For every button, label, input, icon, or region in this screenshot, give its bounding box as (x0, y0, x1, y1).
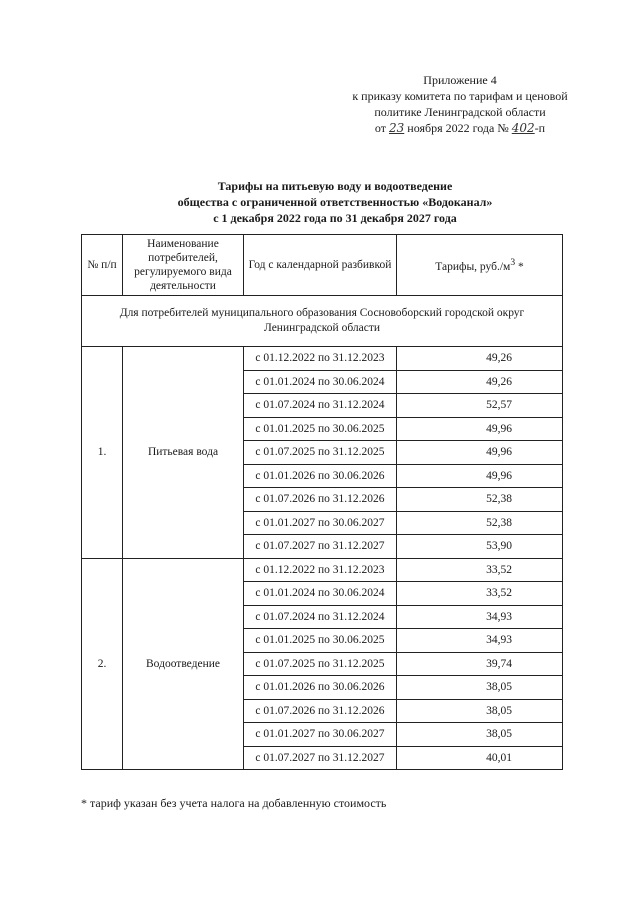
period-cell: с 01.12.2022 по 31.12.2023 (244, 347, 397, 371)
rate-value: 53,90 (486, 540, 512, 553)
rate-cell (397, 417, 563, 441)
table-header-row (82, 235, 563, 296)
rate-value: 39,74 (486, 657, 512, 670)
header-rate-star: * (515, 260, 524, 273)
footnote: * тариф указан без учета налога на добавленную стоимость (81, 796, 387, 810)
section-number: 1. (82, 347, 123, 559)
period-cell: с 01.01.2025 по 30.06.2025 (244, 417, 397, 441)
title-line-1: Тарифы на питьевую воду и водоотведение (217, 179, 453, 193)
appendix-header (340, 72, 580, 136)
date-prefix: от (374, 121, 386, 135)
period-cell: с 01.01.2026 по 30.06.2026 (244, 464, 397, 488)
title-line-2: общества с ограниченной ответственностью «Водоканал» (177, 195, 493, 209)
period-cell: с 01.07.2025 по 31.12.2025 (244, 652, 397, 676)
period-cell: с 01.07.2024 по 31.12.2024 (244, 394, 397, 418)
period-cell: с 01.07.2027 по 31.12.2027 (244, 746, 397, 770)
title-line-3: с 1 декабря 2022 года по 31 декабря 2027 года (213, 211, 457, 225)
period-cell: с 01.07.2025 по 31.12.2025 (244, 441, 397, 465)
rate-value: 52,38 (486, 493, 512, 506)
appendix-number: Приложение 4 (423, 73, 497, 87)
rate-value: 49,26 (486, 375, 512, 388)
rate-cell (397, 582, 563, 606)
rate-value: 38,05 (486, 728, 512, 741)
period-cell: с 01.01.2025 по 30.06.2025 (244, 629, 397, 653)
period-cell: с 01.01.2027 по 30.06.2027 (244, 723, 397, 747)
rate-cell (397, 464, 563, 488)
period-cell: с 01.07.2027 по 31.12.2027 (244, 535, 397, 559)
rate-value: 52,38 (486, 516, 512, 529)
header-rate (397, 235, 563, 296)
handwritten-order-number: 402 (511, 121, 535, 135)
section-number: 2. (82, 558, 123, 770)
section-name: Питьевая вода (123, 347, 244, 559)
rate-cell (397, 558, 563, 582)
header-rate-sup: 3 (510, 257, 516, 269)
rate-cell (397, 535, 563, 559)
rate-value: 33,52 (486, 563, 512, 576)
tariff-table (81, 234, 563, 770)
rate-cell (397, 441, 563, 465)
rate-cell (397, 488, 563, 512)
rate-value: 52,57 (486, 399, 512, 412)
rate-cell (397, 370, 563, 394)
rate-cell (397, 723, 563, 747)
section-name: Водоотведение (123, 558, 244, 770)
date-middle: ноября 2022 года № (407, 121, 509, 135)
rate-cell (397, 605, 563, 629)
period-cell: с 01.07.2024 по 31.12.2024 (244, 605, 397, 629)
group-row (82, 296, 563, 347)
rate-cell (397, 347, 563, 371)
rate-cell (397, 652, 563, 676)
appendix-committee: политике Ленинградской области (374, 105, 546, 119)
group-label: Для потребителей муниципального образования Сосновоборский городской округ Ленинградской области (82, 296, 563, 347)
period-cell: с 01.07.2026 по 31.12.2026 (244, 488, 397, 512)
period-cell: с 01.01.2026 по 30.06.2026 (244, 676, 397, 700)
rate-cell (397, 394, 563, 418)
order-suffix: -п (534, 121, 546, 135)
rate-value: 38,05 (486, 704, 512, 717)
table-row (82, 558, 563, 582)
document-title (95, 178, 575, 226)
period-cell: с 01.01.2027 по 30.06.2027 (244, 511, 397, 535)
handwritten-day: 23 (388, 121, 405, 135)
header-period: Год с календарной разбивкой (244, 235, 397, 296)
rate-cell (397, 746, 563, 770)
rate-value: 49,26 (486, 352, 512, 365)
rate-value: 49,96 (486, 422, 512, 435)
rate-cell (397, 676, 563, 700)
rate-cell (397, 511, 563, 535)
period-cell: с 01.01.2024 по 30.06.2024 (244, 582, 397, 606)
header-num: № п/п (82, 235, 123, 296)
rate-value: 34,93 (486, 634, 512, 647)
period-cell: с 01.12.2022 по 31.12.2023 (244, 558, 397, 582)
rate-value: 49,96 (486, 469, 512, 482)
rate-value: 34,93 (486, 610, 512, 623)
header-rate-label: Тарифы, руб./м (435, 260, 511, 273)
rate-cell (397, 629, 563, 653)
table-row (82, 347, 563, 371)
appendix-date-line (340, 120, 580, 136)
rate-value: 38,05 (486, 681, 512, 694)
header-name: Наименование потребителей, регулируемого вида деятельности (123, 235, 244, 296)
appendix-order-ref: к приказу комитета по тарифам и ценовой (352, 89, 568, 103)
rate-value: 33,52 (486, 587, 512, 600)
period-cell: с 01.07.2026 по 31.12.2026 (244, 699, 397, 723)
rate-value: 49,96 (486, 446, 512, 459)
rate-cell (397, 699, 563, 723)
period-cell: с 01.01.2024 по 30.06.2024 (244, 370, 397, 394)
rate-value: 40,01 (486, 751, 512, 764)
